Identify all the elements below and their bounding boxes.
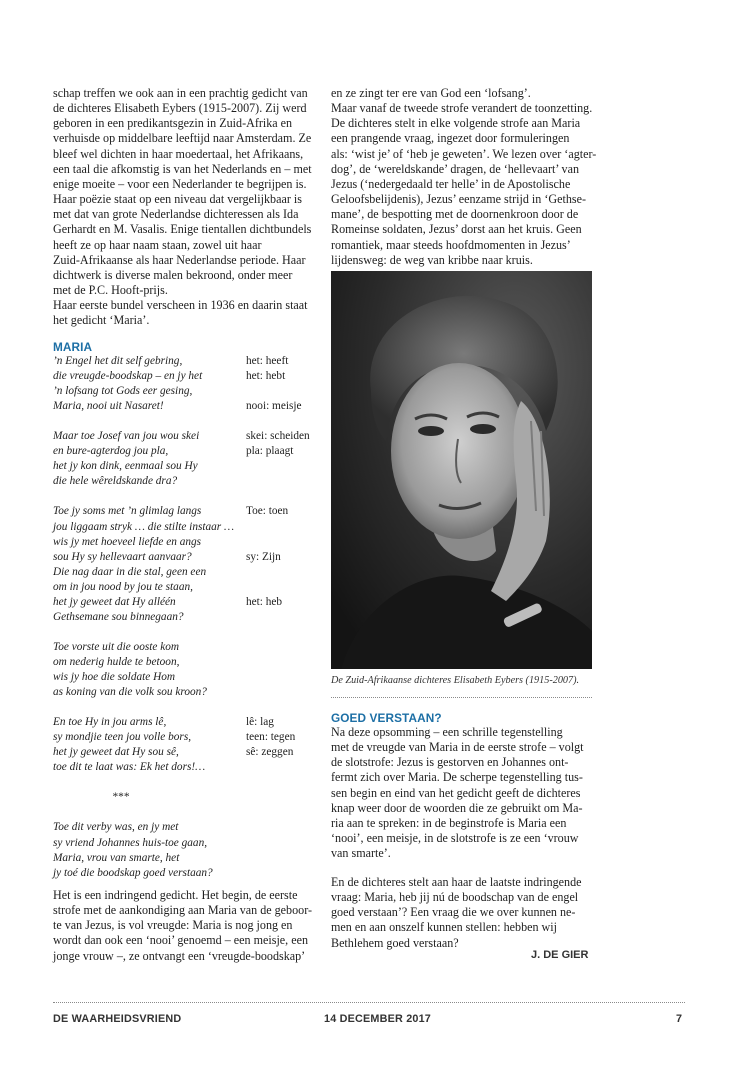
- poem-line-text: as koning van die volk sou kroon?: [53, 686, 207, 699]
- poem-line: [53, 655, 315, 670]
- text-line: een prangende vraag, ingezet door formuleringen: [331, 131, 570, 146]
- text-line: mane’, de bespotting met de doornenkroon door de: [331, 207, 579, 222]
- poem-line: [53, 745, 315, 760]
- poem-line: [53, 670, 315, 685]
- paragraph-one: [331, 725, 593, 861]
- poem-line: [53, 625, 315, 640]
- poem-gloss: skei: scheiden: [246, 430, 310, 443]
- poem-gloss: Toe: toen: [246, 505, 289, 518]
- text-line: een taal die afkomstig is van het Nederlands en – met: [53, 161, 312, 176]
- text-line: Maar vanaf de tweede strofe verandert de toonzetting.: [331, 101, 593, 116]
- poem-line-text: Gethsemane sou binnegaan?: [53, 610, 184, 623]
- text-line: enige moeite – voor een Nederlander te begrijpen is.: [53, 176, 307, 191]
- poem-line: [53, 565, 315, 580]
- text-line: met dat van grote Nederlandse dichteressen als Ida: [53, 207, 299, 222]
- poem-line: [53, 760, 315, 775]
- poem-line: [53, 504, 315, 519]
- text-line: Bethlehem goed verstaan?: [331, 935, 459, 950]
- text-line: het gedicht ‘Maria’.: [53, 313, 150, 328]
- text-line: Na deze opsomming – een schrille tegenstelling: [331, 725, 563, 739]
- poem-title: MARIA: [53, 340, 93, 354]
- text-line: En de dichteres stelt aan haar de laatste indringende: [331, 875, 582, 889]
- portrait-illustration: [331, 271, 592, 669]
- poem-line-text: En toe Hy in jou arms lê,: [53, 716, 167, 729]
- poem-line-text: sou Hy sy hellevaart aanvaar?: [53, 550, 192, 563]
- text-line: wordt dan ook een ‘nooi’ genoemd – een meisje, een: [53, 933, 309, 948]
- text-line: men en aan onszelf kunnen stellen: hebben wij: [331, 920, 558, 935]
- poem-line-text: Toe jy soms met ’n glimlag langs: [53, 505, 202, 518]
- poem-line-text: toe dit te laat was: Ek het dors!…: [53, 761, 206, 774]
- poem-line-text: die vreugde-boodskap – en jy het: [53, 370, 203, 383]
- text-line: romantiek, maar steeds hoofdmomenten in Jezus’: [331, 237, 571, 252]
- text-line: Gerhardt en M. Vasalis. Enige tientallen dichtbundels: [53, 222, 312, 237]
- photo-caption: De Zuid-Afrikaanse dichteres Elisabeth Eybers (1915-2007).: [331, 675, 580, 686]
- poem-line-text: om nederig hulde te betoon,: [53, 655, 180, 668]
- poem-line: [53, 730, 315, 745]
- text-line: geboren in een predikantsgezin in Zuid-Afrika en: [53, 116, 293, 131]
- text-line: Haar poëzie staat op een niveau dat vergelijkbaar is: [53, 192, 302, 207]
- text-line: sen begin en eind van het gedicht geeft de dichteres: [331, 785, 581, 800]
- caption-divider: [331, 697, 592, 698]
- poem-line: [53, 580, 315, 595]
- poem-line-text: het jy geweet dat Hy alléén: [53, 595, 176, 608]
- poem-line-text: jou liggaam stryk … die stilte instaar …: [53, 520, 235, 533]
- poem-line-text: om in jou nood by jou te staan,: [53, 580, 193, 593]
- poem-gloss: teen: tegen: [246, 731, 296, 744]
- poem-line-text: wis jy met hoeveel liefde en angs: [53, 535, 202, 548]
- poem-line: [53, 535, 315, 550]
- text-line: knap weer door de woorden die ze gebruikt om Ma-: [331, 800, 583, 815]
- text-line: lijdensweg: de weg van kribbe naar kruis.: [331, 252, 533, 267]
- text-line: Haar eerste bundel verscheen in 1936 en daarin staat: [53, 298, 308, 313]
- poem-line-text: Maria, nooi uit Nasaret!: [53, 400, 164, 413]
- poem-line-text: die hele wêreldskande dra?: [53, 475, 178, 488]
- text-line: Zuid-Afrikaanse als haar Nederlandse periode. Haar: [53, 252, 306, 267]
- right-column-top: [331, 86, 597, 268]
- poem-gloss: het: heb: [246, 595, 283, 608]
- section-separator: ***: [112, 791, 129, 804]
- text-line: en ze zingt ter ere van God een ‘lofsang’.: [331, 86, 531, 100]
- text-line: Romeinse soldaten, Jezus’ dorst aan het kruis. Geen: [331, 222, 582, 237]
- text-line: heeft ze op haar naam staan, zowel uit haar: [53, 237, 262, 252]
- footer-date: 14 DECEMBER 2017: [324, 1013, 432, 1025]
- intro-paragraph: [53, 86, 313, 329]
- text-line: Jezus (‘nedergedaald ter helle’ in de Apostolische: [331, 176, 571, 191]
- footer-divider: [53, 1002, 685, 1003]
- text-line: van smarte’.: [331, 846, 391, 861]
- text-line: ria aan te spreken: in de beginstrofe is Maria een: [331, 815, 567, 830]
- footer-page-number: 7: [676, 1013, 683, 1025]
- text-line: verhuisde op middelbare leeftijd naar Amsterdam. Ze: [53, 131, 312, 146]
- poem-gloss: lê: lag: [246, 716, 274, 729]
- poem-line-text: Die nag daar in die stal, geen een: [53, 565, 207, 578]
- text-line: bleef wel dichten in haar moedertaal, het Afrikaans,: [53, 146, 304, 161]
- poem-line: [53, 429, 315, 444]
- paragraph-two: [331, 875, 593, 951]
- poem-gloss: nooi: meisje: [246, 400, 302, 413]
- author-signature: J. DE GIER: [531, 949, 589, 961]
- text-line: te van Jezus, is vol vreugde: Maria is nog jong en: [53, 918, 293, 933]
- text-line: met de vreugde van Maria in de eerste strofe – volgt: [331, 740, 584, 755]
- poem-line: jy toé die boodskap goed verstaan?: [53, 866, 213, 879]
- poem-line: [53, 610, 315, 625]
- text-line: De dichteres stelt in elke volgende strofe aan Maria: [331, 116, 581, 131]
- poem-line: [53, 369, 315, 384]
- text-line: als: ‘wist je’ of ‘heb je geweten’. We lezen over ‘agter-: [331, 146, 597, 161]
- poem-line-text: het jy geweet dat Hy sou sê,: [53, 746, 179, 759]
- poem-line: [53, 399, 315, 414]
- poem-gloss: sê: zeggen: [246, 746, 294, 759]
- poem-gloss: sy: Zijn: [246, 550, 281, 563]
- poem-line: [53, 459, 315, 474]
- poem-line: [53, 474, 315, 489]
- poem-line: Toe dit verby was, en jy met: [53, 821, 179, 834]
- poem-line-text: ’n lofsang tot Gods eer gesing,: [53, 385, 193, 398]
- poem-line: [53, 715, 315, 730]
- poem-line-text: Toe vorste uit die ooste kom: [53, 640, 180, 653]
- poem-line: [53, 685, 315, 700]
- poem-line: [53, 595, 315, 610]
- poem-gloss: het: heeft: [246, 355, 289, 367]
- stanza-gap: [53, 805, 315, 820]
- poem-line: [53, 520, 315, 535]
- text-line: vraag: Maria, heb jij nú de boodschap van de engel: [331, 890, 579, 905]
- text-line: de slotstrofe: Jezus is gestorven en Johannes ont-: [331, 755, 569, 770]
- poem-line: [53, 384, 315, 399]
- poem-line: [53, 640, 315, 655]
- text-line: met de P.C. Hooft-prijs.: [53, 283, 168, 298]
- text-line: de dichteres Elisabeth Eybers (1915-2007). Zij werd: [53, 101, 307, 116]
- poem-line: [53, 414, 315, 429]
- text-line: jonge vrouw –, ze ontvangt een ‘vreugde-boodskap’: [53, 948, 306, 963]
- poem-line: Maria, vrou van smarte, het: [53, 851, 180, 864]
- poem-line-text: en bure-agterdog jou pla,: [53, 445, 169, 458]
- poem-line-text: sy mondjie teen jou volle bors,: [53, 731, 192, 744]
- text-line: dichtwerk is diverse malen bekroond, onder meer: [53, 267, 293, 282]
- poem-line-text: ’n Engel het dit self gebring,: [53, 355, 183, 367]
- text-line: schap treffen we ook aan in een prachtig gedicht van: [53, 86, 308, 100]
- text-line: Het is een indringend gedicht. Het begin, de eerste: [53, 888, 298, 902]
- stanza-gap: [53, 775, 315, 790]
- poem-line: [53, 550, 315, 565]
- poem-line: sy vriend Johannes huis-toe gaan,: [53, 836, 208, 849]
- poem-line: [53, 489, 315, 504]
- text-line: Geloofsbelijdenis), Jezus’ eenzame strijd in ‘Gethse-: [331, 192, 587, 207]
- poem-line-text: Maar toe Josef van jou wou skei: [53, 430, 200, 443]
- text-line: strofe met de aankondiging aan Maria van de geboor-: [53, 903, 313, 918]
- poem-line-text: wis jy hoe die soldate Hom: [53, 670, 176, 683]
- left-column: [53, 86, 313, 329]
- footer-publication: DE WAARHEIDSVRIEND: [53, 1013, 182, 1025]
- poem-line: [53, 354, 315, 369]
- poem-line: [53, 444, 315, 459]
- outro-paragraph: [53, 888, 315, 964]
- poem: [53, 354, 315, 881]
- text-line: fermt zich over Maria. De scherpe tegenstelling tus-: [331, 770, 583, 785]
- text-line: goed verstaan’? Een vraag die we over kunnen ne-: [331, 905, 576, 920]
- poem-gloss: het: hebt: [246, 370, 286, 383]
- portrait-photo: [331, 271, 592, 669]
- poem-line-text: het jy kon dink, eenmaal sou Hy: [53, 460, 198, 473]
- poem-line: [53, 700, 315, 715]
- text-line: dog’, de ‘wereldskande’ dragen, de ‘hellevaart’ van: [331, 161, 580, 176]
- poem-gloss: pla: plaagt: [246, 445, 294, 458]
- text-line: ‘nooi’, een meisje, in de slotstrofe is ze een ‘vrouw: [331, 831, 579, 846]
- section-heading: GOED VERSTAAN?: [331, 711, 442, 725]
